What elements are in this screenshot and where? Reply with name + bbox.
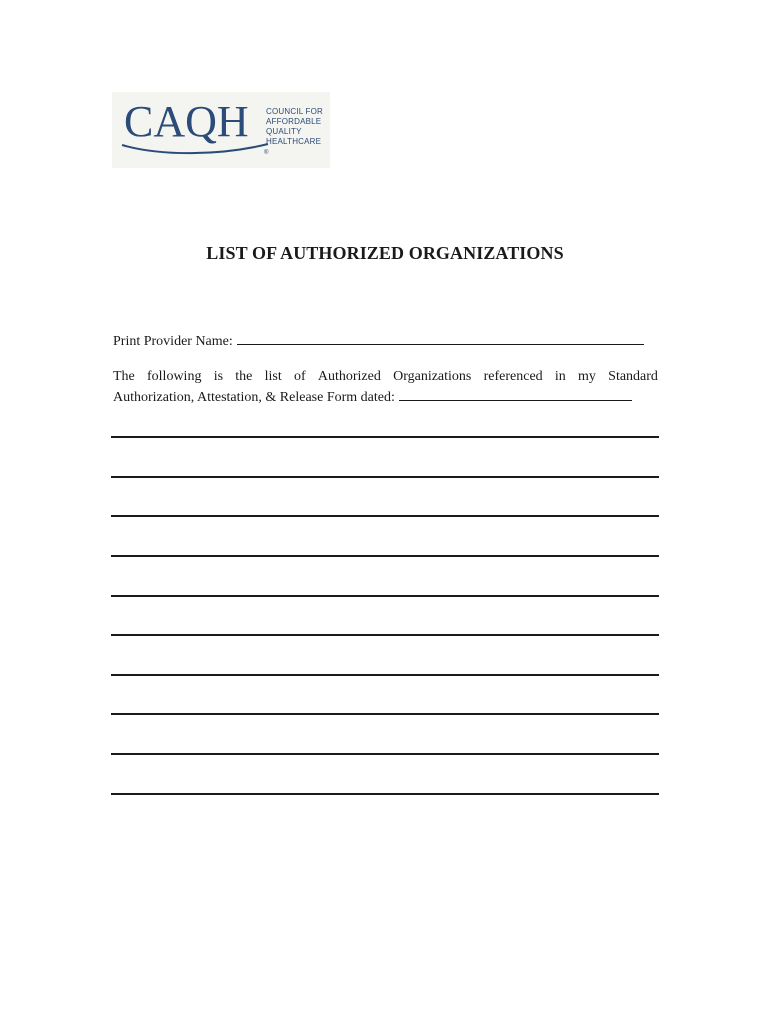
provider-name-label: Print Provider Name: [113,334,233,349]
statement-word: my [578,369,596,384]
statement-line-2-text: Authorization, Attestation, & Release Form dated: [113,390,395,405]
statement-word: the [235,369,253,384]
statement-word: Standard [608,369,658,384]
registered-mark: ® [264,150,269,156]
organization-line-9[interactable] [111,753,659,755]
statement-word: in [554,369,566,384]
statement-word: following [147,369,202,384]
caqh-logo [112,92,330,168]
logo-word: COUNCIL FOR [266,107,324,116]
form-date-field[interactable] [399,388,632,401]
organization-line-6[interactable] [111,634,659,636]
organization-line-3[interactable] [111,515,659,517]
organization-line-5[interactable] [111,595,659,597]
statement-word: of [293,369,306,384]
logo-wordmark: CAQH [124,97,249,146]
logo-swoosh-icon [120,142,270,156]
statement-word: Organizations [393,369,472,384]
statement-word: list [264,369,282,384]
statement-word: Authorized [317,369,381,384]
organization-line-10[interactable] [111,793,659,795]
statement-word: is [213,369,224,384]
organization-line-7[interactable] [111,674,659,676]
statement-word: The [113,369,135,384]
logo-word: HEALTHCARE [266,137,322,146]
statement-line-2 [113,387,658,408]
logo-word: AFFORDABLE [266,117,322,126]
logo-tagline [266,107,330,147]
organization-line-1[interactable] [111,436,659,438]
provider-name-field[interactable] [237,332,644,345]
organization-line-2[interactable] [111,476,659,478]
statement-line-1 [113,366,658,387]
statement-word: referenced [483,369,543,384]
statement-paragraph [113,366,658,408]
page-title: LIST OF AUTHORIZED ORGANIZATIONS [206,243,564,263]
logo-word: QUALITY [266,127,302,136]
provider-name-row [113,332,644,350]
organization-line-8[interactable] [111,713,659,715]
organization-line-4[interactable] [111,555,659,557]
